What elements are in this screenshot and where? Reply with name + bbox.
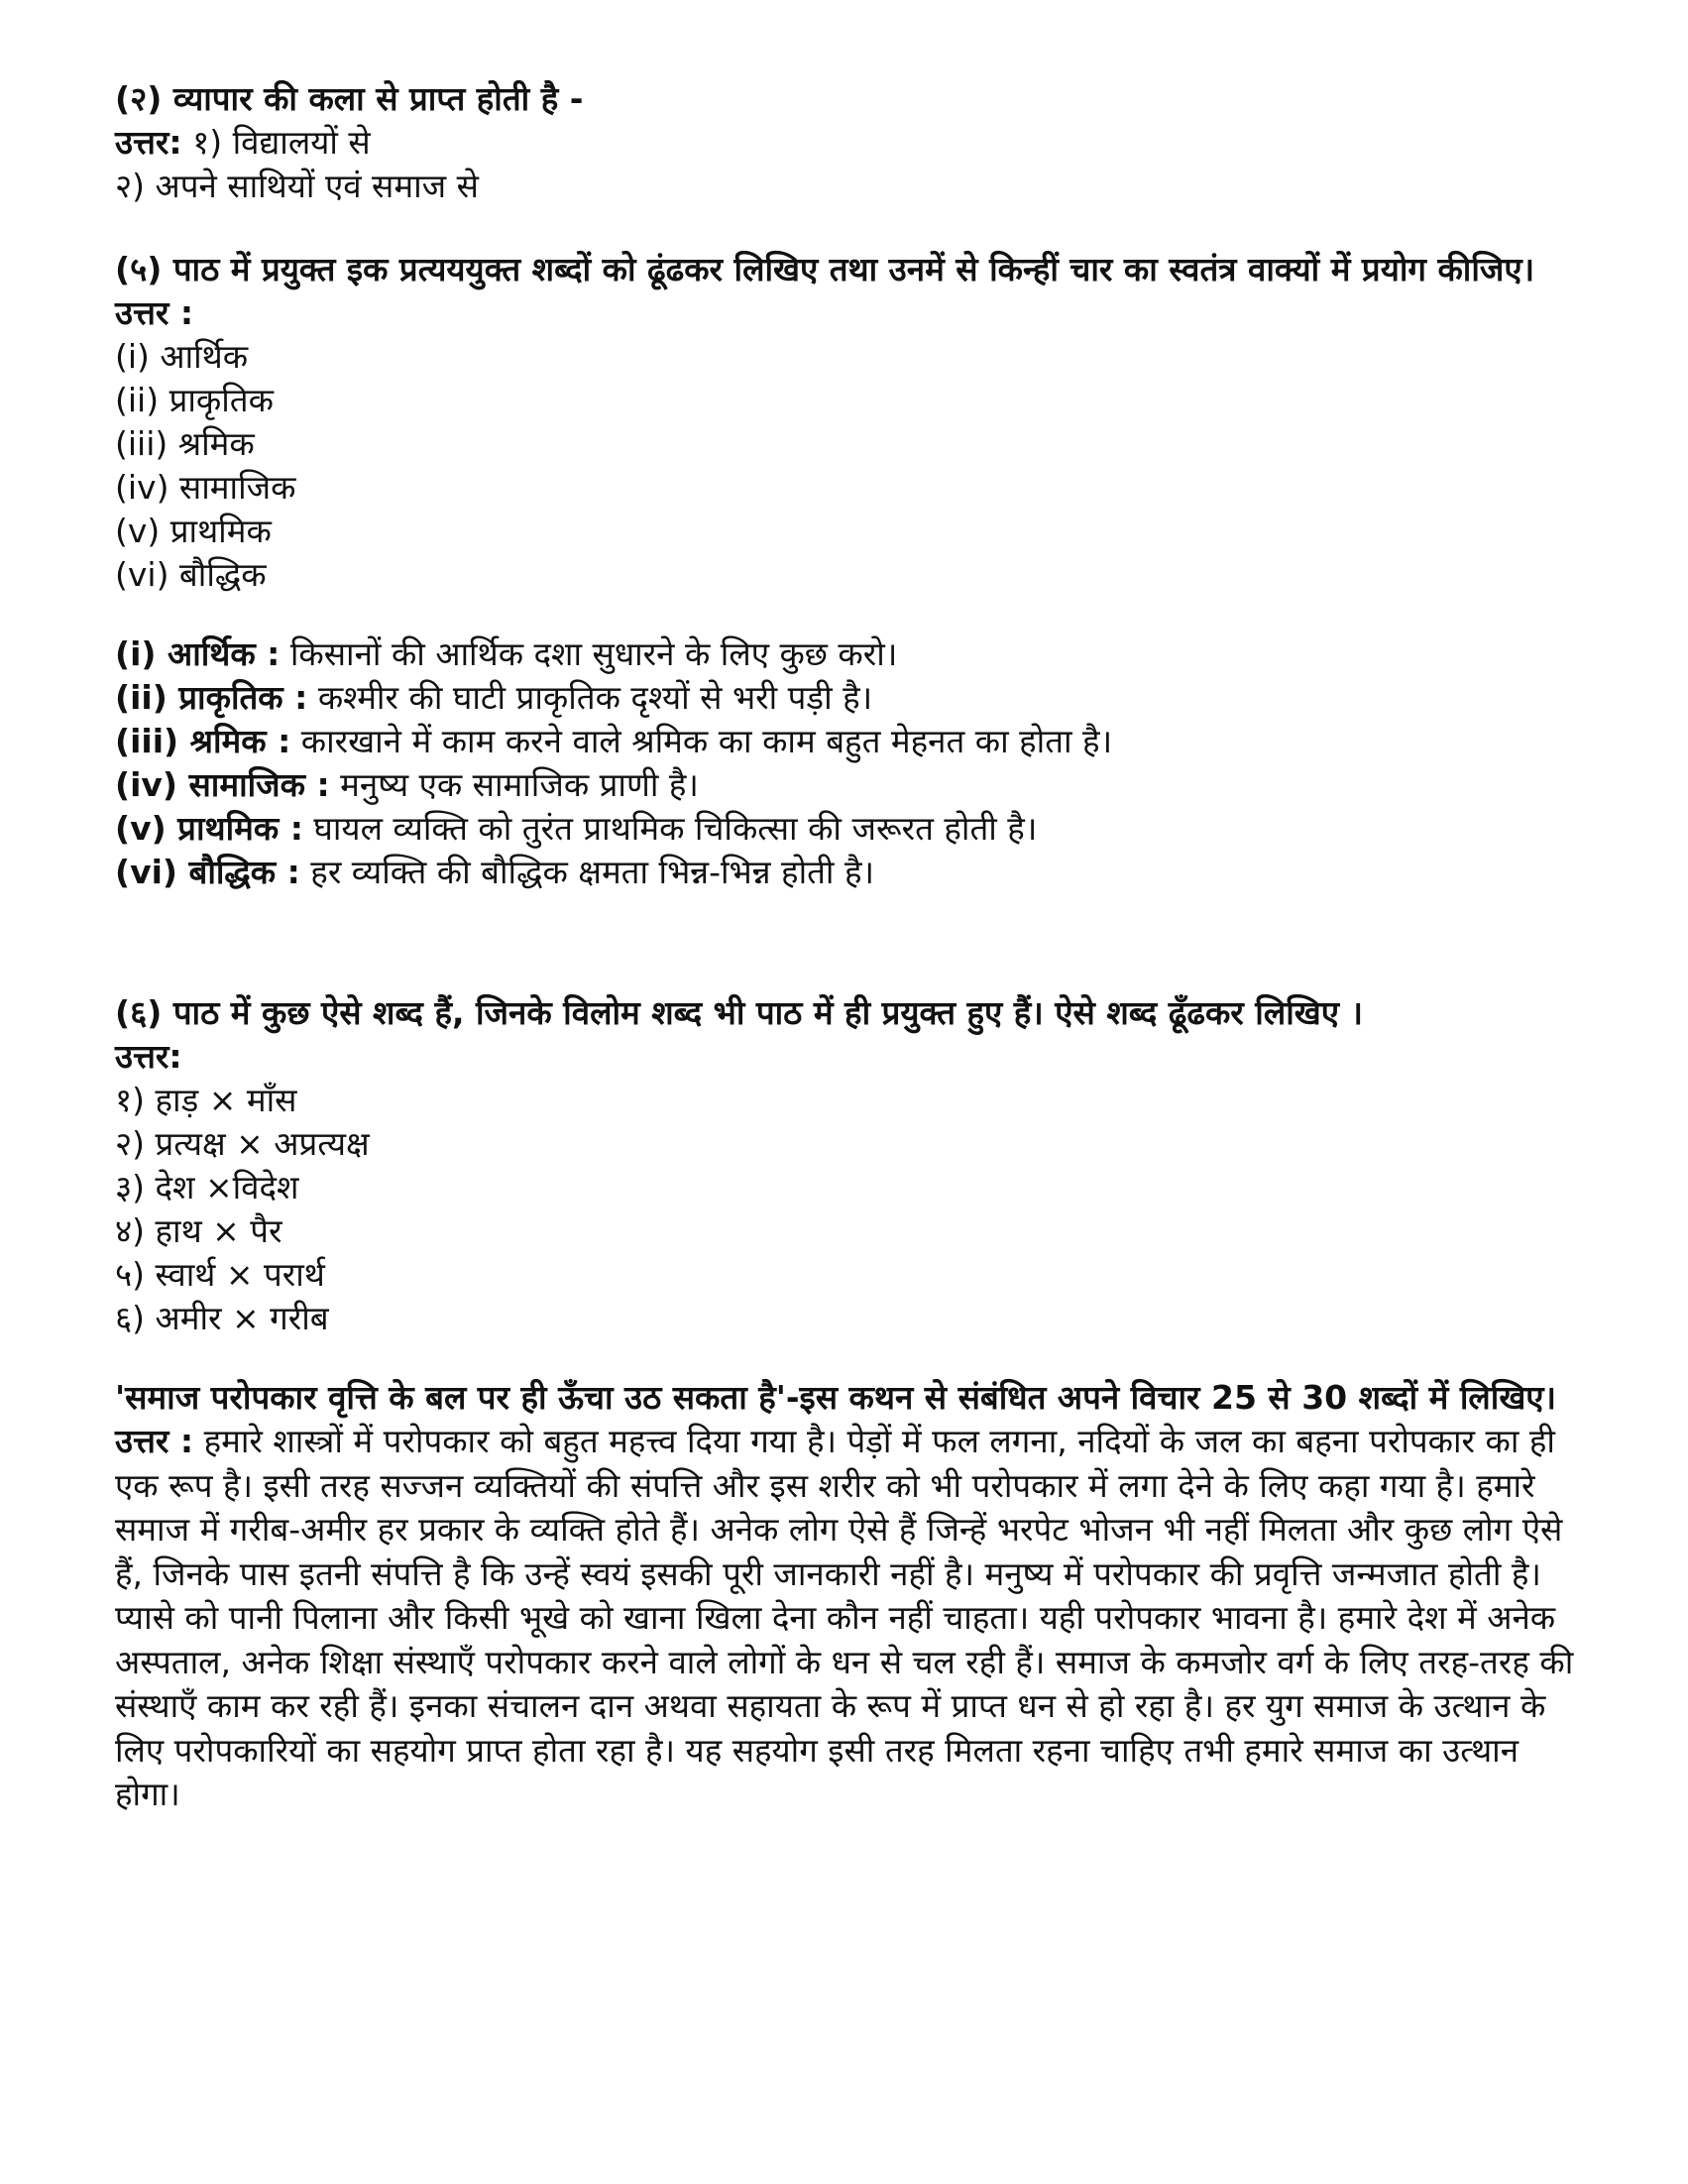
document-page [115,77,1582,1817]
sentence-term: (vi) बौद्धिक : [115,853,300,891]
list-item: (iv) सामाजिक [115,468,296,507]
answer-label: उत्तर : [115,293,194,332]
answer-label: उत्तर : [115,1422,194,1460]
question-2-answer-line-1 [115,121,1582,165]
question-2-section [115,77,1582,208]
list-item: २) प्रत्यक्ष × अप्रत्यक्ष [115,1124,370,1163]
sentence-item [115,763,1582,807]
question-2-title: (२) व्यापार की कला से प्राप्त होती है - [115,79,584,118]
sentence-item [115,851,1582,894]
list-item: (iii) श्रमिक [115,424,255,463]
answer-item: २) अपने साथियों एवं समाज से [115,167,479,205]
answer-item: १) विद्यालयों से [181,123,371,162]
sentence-item [115,720,1582,763]
sentence-text: कारखाने में काम करने वाले श्रमिक का काम बहुत मेहनत का होता है। [290,722,1113,760]
sentence-item [115,676,1582,720]
sentence-item [115,807,1582,851]
list-item: ५) स्वार्थ × परार्थ [115,1255,325,1294]
answer-label: उत्तर: [115,1037,182,1076]
sentence-text: हर व्यक्ति की बौद्धिक क्षमता भिन्न-भिन्न होती है। [299,853,874,891]
sentence-term: (iii) श्रमिक : [115,722,291,760]
sentence-term: (v) प्राथमिक : [115,809,303,848]
sentence-item [115,632,1582,676]
list-item: ४) हाथ × पैर [115,1211,282,1250]
antonym-list [115,1079,1582,1340]
word-list [115,335,1582,597]
answer-text: हमारे शास्त्रों में परोपकार को बहुत महत्त्व दिया गया है। पेड़ों में फल लगना, नदियों के जल का बहना परोपकार का ही एक रूप है। इसी तरह सज्जन व्यक्तियों की संपत्ति और इस शरीर को भी परोपकार में लगा देने के लिए कहा गया है। हमारे समाज में गरीब-अमीर हर प्रकार के व्यक्ति होते हैं। अनेक लोग ऐसे हैं जिन्हें भरपेट भोजन भी नहीं मिलता और कुछ लोग ऐसे हैं, जिनके पास इतनी संपत्ति है कि उन्हें स्वयं इसकी पूरी जानकारी नहीं है। मनुष्य में परोपकार की प्रवृत्ति जन्मजात होती है। प्यासे को पानी पिलाना और किसी भूखे को खाना खिला देना कौन नहीं चाहता। यही परोपकार भावना है। हमारे देश में अनेक अस्पताल, अनेक शिक्षा संस्थाएँ परोपकार करने वाले लोगों के धन से चल रही हैं। समाज के कमजोर वर्ग के लिए तरह-तरह की संस्थाएँ काम कर रही हैं। इनका संचालन दान अथवा सहायता के रूप में प्राप्त धन से हो रहा है। हर युग समाज के उत्थान के लिए परोपकारियों का सहयोग प्राप्त होता रहा है। यह सहयोग इसी तरह मिलता रहना चाहिए तभी हमारे समाज का उत्थान होगा। [115,1422,1574,1813]
list-item: १) हाड़ × माँस [115,1081,297,1119]
sentence-term: (ii) प्राकृतिक : [115,678,308,717]
list-item: (ii) प्राकृतिक [115,381,274,419]
sentence-text: कश्मीर की घाटी प्राकृतिक दृश्यों से भरी पड़ी है। [307,678,873,717]
list-item: ३) देश ×विदेश [115,1168,299,1207]
sentence-list [115,632,1582,894]
question-6-section [115,991,1582,1340]
list-item: (vi) बौद्धिक [115,555,267,594]
sentence-text: घायल व्यक्ति को तुरंत प्राथमिक चिकित्सा की जरूरत होती है। [302,809,1038,848]
sentence-text: किसानों की आर्थिक दशा सुधारने के लिए कुछ करो। [280,634,898,673]
answer-paragraph [115,1420,1582,1817]
sentence-text: मनुष्य एक सामाजिक प्राणी है। [329,765,699,804]
list-item: ६) अमीर × गरीब [115,1299,329,1337]
question-5-section [115,248,1582,894]
list-item: (v) प्राथमिक [115,512,272,550]
sentence-term: (i) आर्थिक : [115,634,281,673]
question-7-title: 'समाज परोपकार वृत्ति के बल पर ही ऊँचा उठ सकता है'-इस कथन से संबंधित अपने विचार 25 से 30 शब्दों में लिखिए। [115,1378,1557,1417]
question-7-section [115,1376,1582,1817]
question-5-title: (५) पाठ में प्रयुक्त इक प्रत्यययुक्त शब्दों को ढूंढकर लिखिए तथा उनमें से किन्हीं चार का स्वतंत्र वाक्यों में प्रयोग कीजिए। [115,250,1535,288]
list-item: (i) आर्थिक [115,337,249,376]
question-6-title: (६) पाठ में कुछ ऐसे शब्द हैं, जिनके विलोम शब्द भी पाठ में ही प्रयुक्त हुए हैं। ऐसे शब्द ढूँढकर लिखिए । [115,993,1363,1032]
sentence-term: (iv) सामाजिक : [115,765,330,804]
answer-label: उत्तर: [115,123,182,162]
